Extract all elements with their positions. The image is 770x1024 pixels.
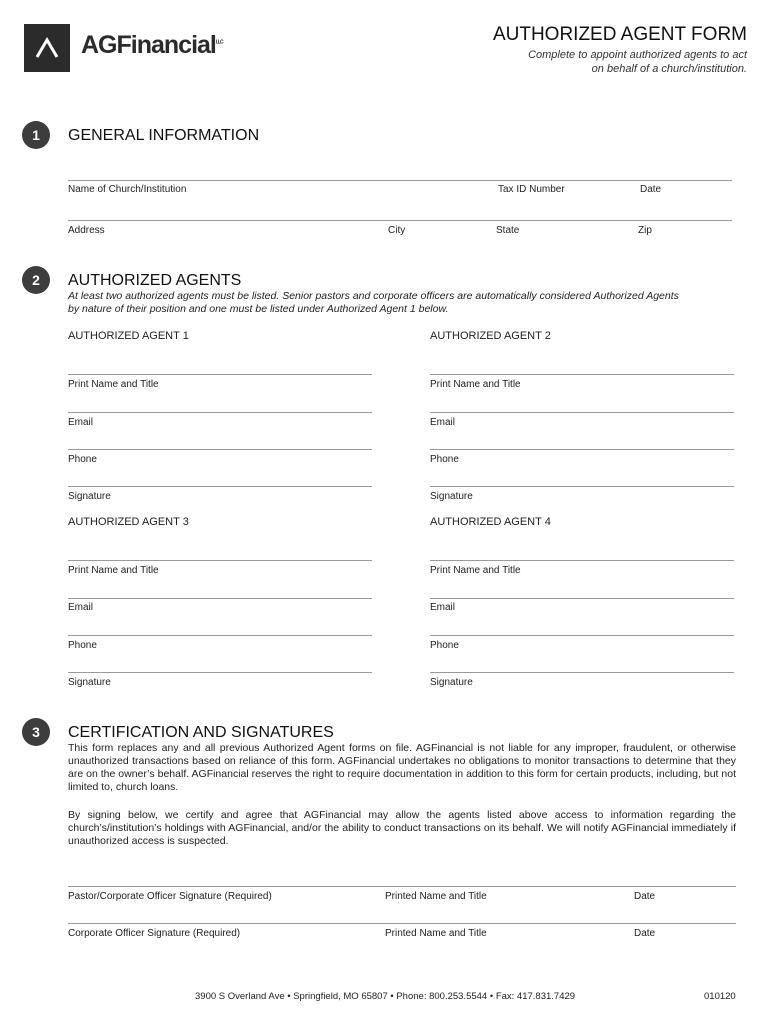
agent-3-email-label: Email: [68, 602, 94, 613]
address-label: Address: [68, 225, 105, 236]
agent-2-signature-line[interactable]: [430, 486, 734, 487]
agent-4-heading: AUTHORIZED AGENT 4: [430, 516, 551, 528]
zip-label: Zip: [638, 225, 652, 236]
logo-wordmark: AGFinancial$^{LLC}$: [81, 31, 223, 59]
date-label: Date: [640, 184, 662, 195]
agent-4-email-line[interactable]: [430, 598, 734, 599]
section-1-badge: 1: [22, 121, 50, 149]
agent-1-phone-line[interactable]: [68, 449, 372, 450]
section-2-badge: 2: [22, 266, 50, 294]
agent-3-signature-label: Signature: [68, 677, 111, 688]
logo-mark: [24, 24, 70, 72]
agent-2-email-line[interactable]: [430, 412, 734, 413]
address-line[interactable]: [68, 220, 732, 221]
agent-2-name-label: Print Name and Title: [430, 379, 521, 390]
agent-1-phone-label: Phone: [68, 454, 97, 465]
disclaimer-paragraph: This form replaces any and all previous Authorized Agent forms on file. AGFinancial is not liable for any improper, fraudulent, or otherwise unauthorized transactions based on reliance of this form. AGFinancial undertakes no obligations to monitor transactions to determine that they are on the owner’s behalf. AGFinancial reserves the right to require documentation in addition to this form for certain products, including, but not limited to, church loans.: [68, 742, 736, 793]
agent-2-heading: AUTHORIZED AGENT 2: [430, 330, 551, 342]
state-label: State: [496, 225, 520, 236]
authorized-agents-note: At least two authorized agents must be listed. Senior pastors and corporate officers are automatically considered Authorized Agents by nature of their position and one must be listed under Authorized Agent 1 below.: [68, 290, 679, 315]
section-2-title: AUTHORIZED AGENTS: [68, 272, 242, 289]
agent-3-name-line[interactable]: [68, 560, 372, 561]
page-subtitle: Complete to appoint authorized agents to act on behalf of a church/institution.: [528, 49, 747, 75]
agent-3-phone-line[interactable]: [68, 635, 372, 636]
officer-signature-label: Pastor/Corporate Officer Signature (Required): [68, 891, 272, 902]
section-3-title: CERTIFICATION AND SIGNATURES: [68, 724, 334, 741]
corporate-signature-line[interactable]: [68, 923, 736, 924]
agent-1-name-label: Print Name and Title: [68, 379, 159, 390]
agent-4-phone-label: Phone: [430, 640, 459, 651]
agent-2-signature-label: Signature: [430, 491, 473, 502]
agent-4-signature-label: Signature: [430, 677, 473, 688]
agent-1-signature-label: Signature: [68, 491, 111, 502]
chevron-logo-icon: [24, 24, 70, 72]
corporate-printed-name-label: Printed Name and Title: [385, 928, 487, 939]
church-name-line[interactable]: [68, 180, 732, 181]
agent-3-email-line[interactable]: [68, 598, 372, 599]
officer-date-label: Date: [634, 891, 656, 902]
agent-2-email-label: Email: [430, 417, 456, 428]
form-code: 010120: [704, 991, 736, 1002]
tax-id-label: Tax ID Number: [498, 184, 565, 195]
agent-1-name-line[interactable]: [68, 374, 372, 375]
agent-3-heading: AUTHORIZED AGENT 3: [68, 516, 189, 528]
agent-4-signature-line[interactable]: [430, 672, 734, 673]
church-name-label: Name of Church/Institution: [68, 184, 187, 195]
agent-4-name-line[interactable]: [430, 560, 734, 561]
agent-1-email-label: Email: [68, 417, 94, 428]
page-title: AUTHORIZED AGENT FORM: [492, 24, 747, 45]
section-3-badge: 3: [22, 718, 50, 746]
agent-2-phone-line[interactable]: [430, 449, 734, 450]
section-1-title: GENERAL INFORMATION: [68, 127, 260, 144]
agent-1-heading: AUTHORIZED AGENT 1: [68, 330, 189, 342]
agent-1-email-line[interactable]: [68, 412, 372, 413]
city-label: City: [388, 225, 406, 236]
agent-3-phone-label: Phone: [68, 640, 97, 651]
officer-signature-line[interactable]: [68, 886, 736, 887]
agent-3-signature-line[interactable]: [68, 672, 372, 673]
agent-4-phone-line[interactable]: [430, 635, 734, 636]
logo-suffix: LLC: [215, 39, 223, 46]
certification-paragraph: By signing below, we certify and agree that AGFinancial may allow the agents listed above access to information regarding the church’s/institution’s holdings with AGFinancial, and/or the ability to conduct transactions on its behalf. We will notify AGFinancial immediately if unauthorized access is suspected.: [68, 809, 736, 847]
agent-3-name-label: Print Name and Title: [68, 565, 159, 576]
corporate-signature-label: Corporate Officer Signature (Required): [68, 928, 241, 939]
agent-4-email-label: Email: [430, 602, 456, 613]
corporate-date-label: Date: [634, 928, 656, 939]
footer-address: 3900 S Overland Ave • Springfield, MO 65807 • Phone: 800.253.5544 • Fax: 417.831.7429: [195, 991, 576, 1002]
officer-printed-name-label: Printed Name and Title: [385, 891, 487, 902]
agent-1-signature-line[interactable]: [68, 486, 372, 487]
agent-4-name-label: Print Name and Title: [430, 565, 521, 576]
agent-2-name-line[interactable]: [430, 374, 734, 375]
agent-2-phone-label: Phone: [430, 454, 459, 465]
